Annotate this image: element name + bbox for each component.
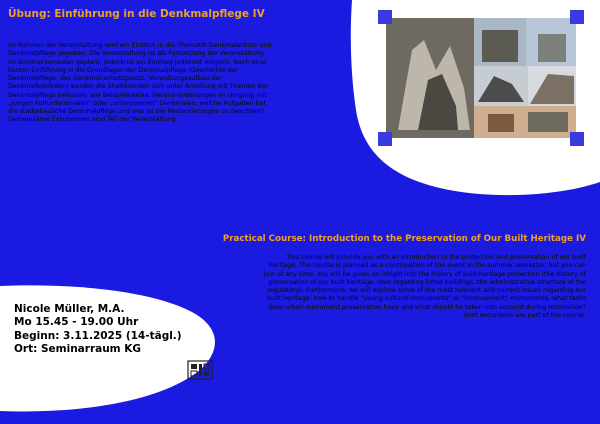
institute-logo-icon bbox=[187, 360, 213, 380]
german-course-description: Im Rahmen der Veranstaltung wird ein Einblick in die Thematik Denkmalschutz und Denkmalpflege gegeben. Die Veranstaltung ist als Fortsetzung der Veranstaltung im Sommersemester geplant, jedoch ist ein Einstieg jederzeit möglich. Nach einer kurzen Einführung in die Grundlagen der Denkmalpflege (Geschichte der Denkmalpflege, des Denkmal-schutzgesetz, Verwaltungsaufbau der Denkmalbehörden) werden die Studierenden sich unter Anleitung mit Themen der Denkmalpflege befassen, wie beispielsweise: Heraus-forderungen im Umgang mit „jungen Kulturdenkmalen“ oder „unbequemen“ Denkmalen, welche Aufgaben hat die städtebauliche Denkmalpflege und was ist bei Restaurierungen zu beachten? Gemeinsame Exkursionen sind Teil der Veranstaltung. bbox=[8, 42, 272, 124]
course-start-date: Beginn: 3.11.2025 (14-tägl.) bbox=[14, 329, 182, 342]
german-course-title: Übung: Einführung in die Denkmalpflege IV bbox=[8, 8, 265, 20]
instructor-name: Nicole Müller, M.A. bbox=[14, 303, 125, 315]
course-location: Ort: Seminarraum KG bbox=[14, 342, 142, 355]
corner-square-bottom-left bbox=[378, 132, 392, 146]
english-course-title: Practical Course: Introduction to the Preservation of Our Built Heritage IV bbox=[222, 234, 586, 244]
course-info-block bbox=[14, 303, 182, 356]
corner-square-bottom-right bbox=[570, 132, 584, 146]
english-course-description: This course will provide you with an introduction to the protection and preservation of our built heritage. The course is planned as a continuation of the event in the summer semester, but you can join at any time. You will be given an insight into the history of built heritage protection (the history of preservation of our built heritage, laws regarding listed buildings, the administrative structure of the regulatory). Furthermore, we will explore some of the most relevant and current issues regarding our built heritage: how to handle "young cultural monuments" or "inconvenient" monuments, what tasks does urban monument preservation have and what should be taken into account during restoration? Joint excursions are part of the course. bbox=[263, 254, 586, 320]
course-time: Mo 15.45 - 19.00 Uhr bbox=[14, 316, 139, 329]
photo-collage-image bbox=[378, 10, 584, 146]
heritage-photo-collage bbox=[378, 10, 584, 146]
corner-square-top-right bbox=[570, 10, 584, 24]
corner-square-top-left bbox=[378, 10, 392, 24]
